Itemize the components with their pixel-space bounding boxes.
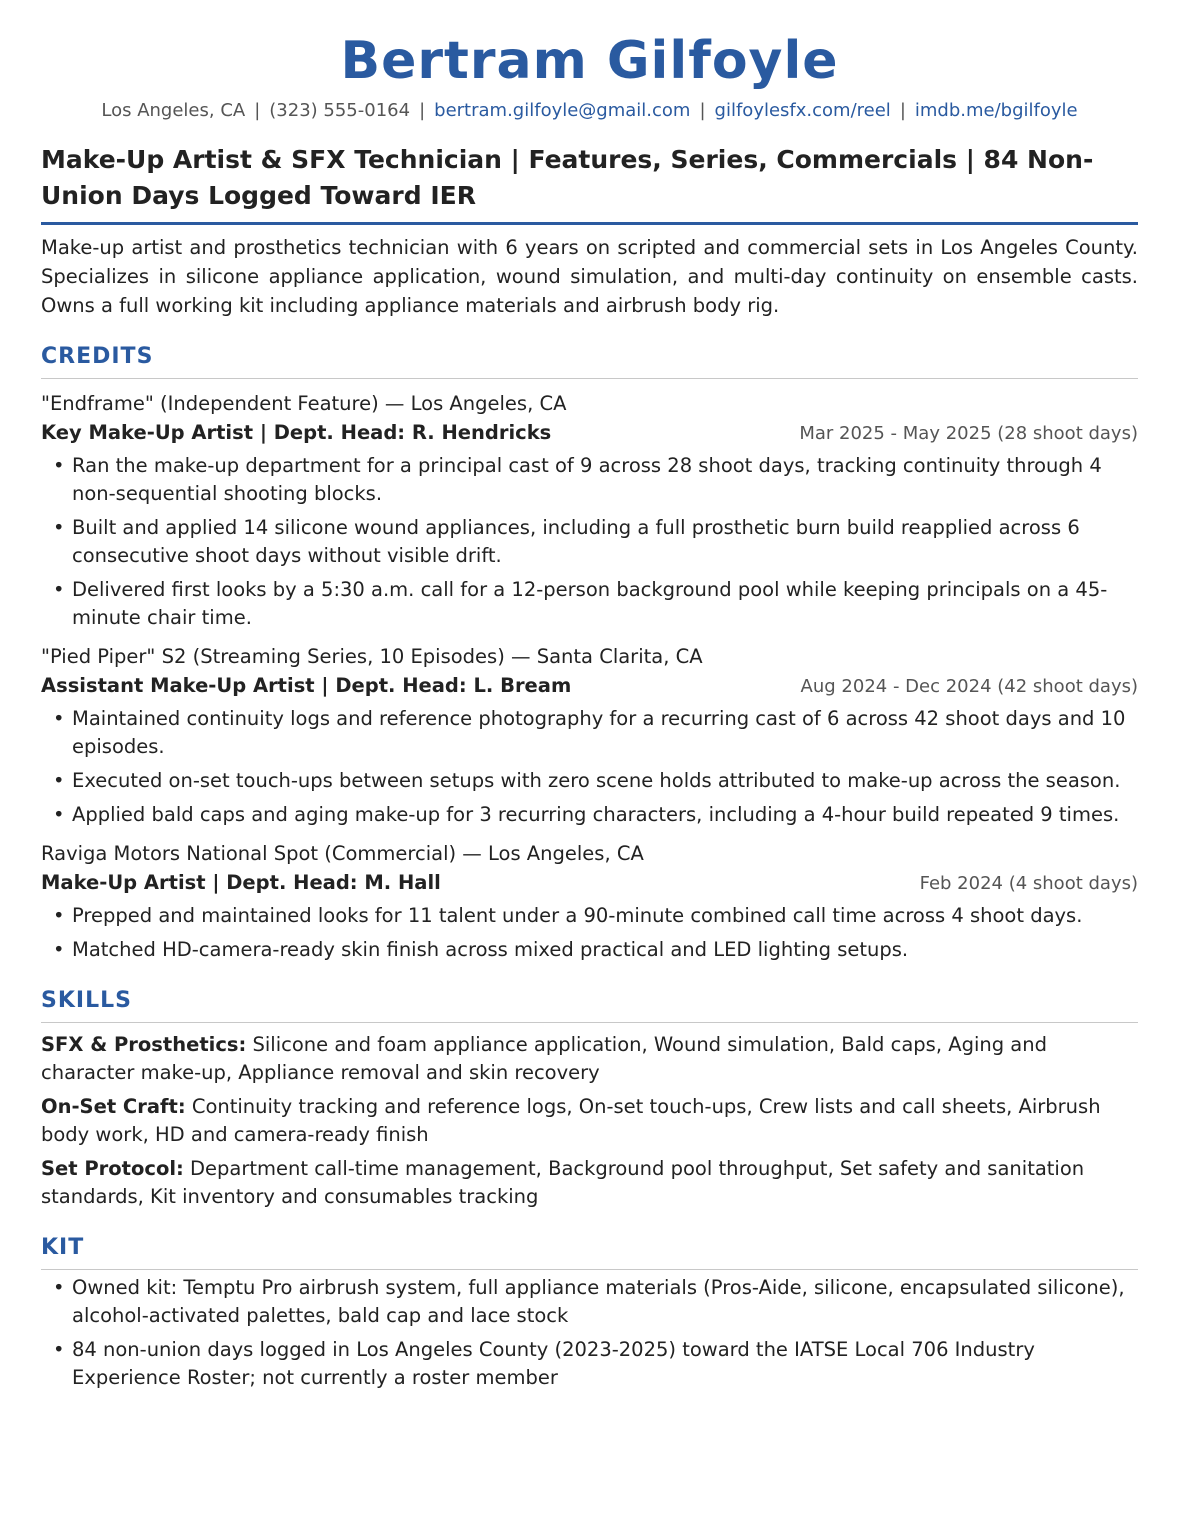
kit-list <box>41 1274 1138 1392</box>
contact-separator: | <box>899 100 906 121</box>
bullet-icon: • <box>53 516 65 539</box>
list-item <box>53 1274 1138 1330</box>
list-item <box>53 767 1138 795</box>
credit-entry <box>41 389 1138 632</box>
contact-line <box>41 98 1138 124</box>
list-item <box>53 936 1138 964</box>
skill-items: Silicone and foam appliance application, Wound simulation, Bald caps, Aging and character make-up, Appliance removal and skin recovery <box>41 1033 1047 1084</box>
imdb-link[interactable]: imdb.me/bgilfoyle <box>914 100 1078 121</box>
bullet-text: Owned kit: Temptu Pro airbrush system, full appliance materials (Pros-Aide, silicone, encapsulated silicone), alcohol-activated palettes, bald cap and lace stock <box>72 1276 1125 1327</box>
credit-role: Key Make-Up Artist | Dept. Head: R. Hendricks <box>41 421 552 444</box>
list-item <box>53 1336 1138 1392</box>
list-item <box>53 514 1138 570</box>
contact-separator: | <box>419 100 426 121</box>
bullet-text: Delivered first looks by a 5:30 a.m. call for a 12-person background pool while keeping principals on a 45-minute chair time. <box>72 578 1108 629</box>
kit-section-title: KIT <box>41 1233 1138 1270</box>
credit-dates: Aug 2024 - Dec 2024 (42 shoot days) <box>800 676 1138 697</box>
credit-project: Raviga Motors National Spot (Commercial) — Los Angeles, CA <box>41 842 644 865</box>
skill-category: Set Protocol: <box>41 1157 184 1180</box>
headline: Make-Up Artist & SFX Technician | Features, Series, Commercials | 84 Non-Union Days Logged Toward IER <box>41 142 1138 225</box>
list-item <box>53 576 1138 632</box>
skill-line <box>41 1031 1138 1087</box>
skill-line <box>41 1155 1138 1211</box>
bullet-icon: • <box>53 938 65 961</box>
skills-section-title: SKILLS <box>41 986 1138 1023</box>
credit-entry <box>41 839 1138 964</box>
credit-project: "Pied Piper" S2 (Streaming Series, 10 Episodes) — Santa Clarita, CA <box>41 645 703 668</box>
bullet-icon: • <box>53 1338 65 1361</box>
credit-entry <box>41 642 1138 829</box>
credit-project: "Endframe" (Independent Feature) — Los Angeles, CA <box>41 392 567 415</box>
list-item <box>53 452 1138 508</box>
list-item <box>53 902 1138 930</box>
email-link[interactable]: bertram.gilfoyle@gmail.com <box>434 100 691 121</box>
credit-role: Make-Up Artist | Dept. Head: M. Hall <box>41 871 441 894</box>
list-item <box>53 705 1138 761</box>
skill-items: Department call-time management, Background pool throughput, Set safety and sanitation standards, Kit inventory and consumables tracking <box>41 1157 1085 1208</box>
credit-role-row <box>41 868 1138 898</box>
credit-role: Assistant Make-Up Artist | Dept. Head: L. Bream <box>41 674 572 697</box>
bullet-text: Applied bald caps and aging make-up for 3 recurring characters, including a 4-hour build repeated 9 times. <box>72 803 1120 826</box>
bullet-text: Matched HD-camera-ready skin finish across mixed practical and LED lighting setups. <box>72 938 909 961</box>
contact-separator: | <box>254 100 261 121</box>
credit-role-row <box>41 671 1138 701</box>
bullet-icon: • <box>53 707 65 730</box>
contact-separator: | <box>699 100 706 121</box>
credits-list <box>41 389 1138 964</box>
bullet-icon: • <box>53 1276 65 1299</box>
skill-category: On-Set Craft: <box>41 1095 186 1118</box>
skill-category: SFX & Prosthetics: <box>41 1033 247 1056</box>
bullet-icon: • <box>53 769 65 792</box>
credit-bullets <box>41 902 1138 964</box>
bullet-text: Built and applied 14 silicone wound appliances, including a full prosthetic burn build reapplied across 6 consecutive shoot days without visible drift. <box>72 516 1080 567</box>
skill-items: Continuity tracking and reference logs, On-set touch-ups, Crew lists and call sheets, Airbrush body work, HD and camera-ready finish <box>41 1095 1101 1146</box>
bullet-icon: • <box>53 904 65 927</box>
list-item <box>53 801 1138 829</box>
contact-location: Los Angeles, CA <box>101 100 246 121</box>
credit-bullets <box>41 452 1138 632</box>
credit-dates: Feb 2024 (4 shoot days) <box>919 873 1138 894</box>
bullet-icon: • <box>53 803 65 826</box>
reel-link[interactable]: gilfoylesfx.com/reel <box>714 100 891 121</box>
bullet-text: Executed on-set touch-ups between setups with zero scene holds attributed to make-up across the season. <box>72 769 1121 792</box>
credit-bullets <box>41 705 1138 829</box>
credit-role-row <box>41 418 1138 448</box>
bullet-icon: • <box>53 578 65 601</box>
bullet-text: Prepped and maintained looks for 11 talent under a 90-minute combined call time across 4 shoot days. <box>72 904 1083 927</box>
skill-line <box>41 1093 1138 1149</box>
candidate-name: Bertram Gilfoyle <box>340 31 839 91</box>
skills-list <box>41 1031 1138 1211</box>
bullet-text: Maintained continuity logs and reference photography for a recurring cast of 6 across 42 shoot days and 10 episodes. <box>72 707 1126 758</box>
summary: Make-up artist and prosthetics technician with 6 years on scripted and commercial sets in Los Angeles County. Specializes in silicone appliance application, wound simulation, and multi-day continuity on ensemble casts. Owns a full working kit including appliance materials and airbrush body rig. <box>41 236 1138 317</box>
credits-section-title: CREDITS <box>41 342 1138 379</box>
contact-phone: (323) 555-0164 <box>269 100 411 121</box>
credit-dates: Mar 2025 - May 2025 (28 shoot days) <box>799 423 1138 444</box>
bullet-icon: • <box>53 454 65 477</box>
bullet-text: Ran the make-up department for a principal cast of 9 across 28 shoot days, tracking continuity through 4 non-sequential shooting blocks. <box>72 454 1102 505</box>
bullet-text: 84 non-union days logged in Los Angeles County (2023-2025) toward the IATSE Local 706 Industry Experience Roster; not currently a roster member <box>72 1338 1035 1389</box>
